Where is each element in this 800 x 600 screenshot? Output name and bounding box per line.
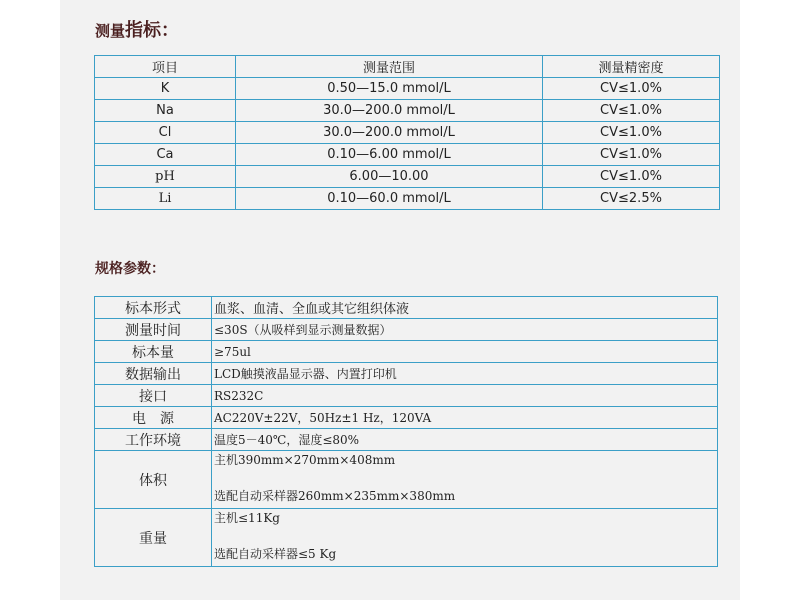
table-row xyxy=(95,78,720,100)
measure-heading xyxy=(95,16,179,42)
range-cell: 30.0—200.0 mmol/L xyxy=(236,122,543,144)
precision-cell: CV≤1.0% xyxy=(543,78,720,100)
spec-value-line: 选配自动采样器≤5 Kg xyxy=(214,547,337,561)
table-row xyxy=(95,144,720,166)
item-cell: Li xyxy=(95,188,236,210)
spec-label: 电 源 xyxy=(95,407,212,429)
table-row xyxy=(95,319,718,341)
range-cell: 0.50—15.0 mmol/L xyxy=(236,78,543,100)
spec-value: LCD触摸液晶显示器、内置打印机 xyxy=(212,363,718,385)
header-range: 测量范围 xyxy=(236,56,543,78)
precision-cell: CV≤1.0% xyxy=(543,166,720,188)
spec-table xyxy=(94,296,718,567)
spec-value: 温度5－40℃，湿度≤80% xyxy=(212,429,718,451)
range-cell: 0.10—60.0 mmol/L xyxy=(236,188,543,210)
measure-heading-part2: 指标： xyxy=(125,20,180,41)
table-row xyxy=(95,122,720,144)
spec-label: 标本量 xyxy=(95,341,212,363)
precision-cell: CV≤1.0% xyxy=(543,100,720,122)
item-cell: Na xyxy=(95,100,236,122)
table-row xyxy=(95,188,720,210)
table-row xyxy=(95,509,718,567)
spec-label: 接口 xyxy=(95,385,212,407)
spec-value-line: 主机≤11Kg xyxy=(214,511,280,525)
table-row xyxy=(95,429,718,451)
spec-value: ≤30S（从吸样到显示测量数据） xyxy=(212,319,718,341)
item-cell: Cl xyxy=(95,122,236,144)
spec-value xyxy=(212,509,718,567)
measure-table xyxy=(94,55,720,210)
measure-heading-part1: 测量 xyxy=(95,22,126,40)
range-cell: 0.10—6.00 mmol/L xyxy=(236,144,543,166)
table-row xyxy=(95,341,718,363)
spec-value: 血浆、血清、全血或其它组织体液 xyxy=(212,297,718,319)
table-row xyxy=(95,407,718,429)
spec-label: 测量时间 xyxy=(95,319,212,341)
table-row xyxy=(95,363,718,385)
precision-cell: CV≤2.5% xyxy=(543,188,720,210)
table-row xyxy=(95,166,720,188)
range-cell: 30.0—200.0 mmol/L xyxy=(236,100,543,122)
spec-heading: 规格参数： xyxy=(95,261,165,277)
spec-label: 标本形式 xyxy=(95,297,212,319)
spec-label: 重量 xyxy=(95,509,212,567)
spec-label: 体积 xyxy=(95,451,212,509)
spec-value: AC220V±22V，50Hz±1 Hz，120VA xyxy=(212,407,718,429)
header-item: 项目 xyxy=(95,56,236,78)
item-cell: pH xyxy=(95,166,236,188)
item-cell: Ca xyxy=(95,144,236,166)
table-row xyxy=(95,100,720,122)
spec-value xyxy=(212,451,718,509)
range-cell: 6.00—10.00 xyxy=(236,166,543,188)
table-header-row xyxy=(95,56,720,78)
table-row xyxy=(95,297,718,319)
table-row xyxy=(95,451,718,509)
precision-cell: CV≤1.0% xyxy=(543,122,720,144)
header-precision: 测量精密度 xyxy=(543,56,720,78)
item-cell: K xyxy=(95,78,236,100)
spec-label: 数据输出 xyxy=(95,363,212,385)
precision-cell: CV≤1.0% xyxy=(543,144,720,166)
spec-label: 工作环境 xyxy=(95,429,212,451)
spec-value: RS232C xyxy=(212,385,718,407)
table-row xyxy=(95,385,718,407)
spec-value-line: 主机390mm×270mm×408mm xyxy=(214,453,396,467)
spec-value: ≥75ul xyxy=(212,341,718,363)
spec-value-line: 选配自动采样器260mm×235mm×380mm xyxy=(214,489,456,503)
